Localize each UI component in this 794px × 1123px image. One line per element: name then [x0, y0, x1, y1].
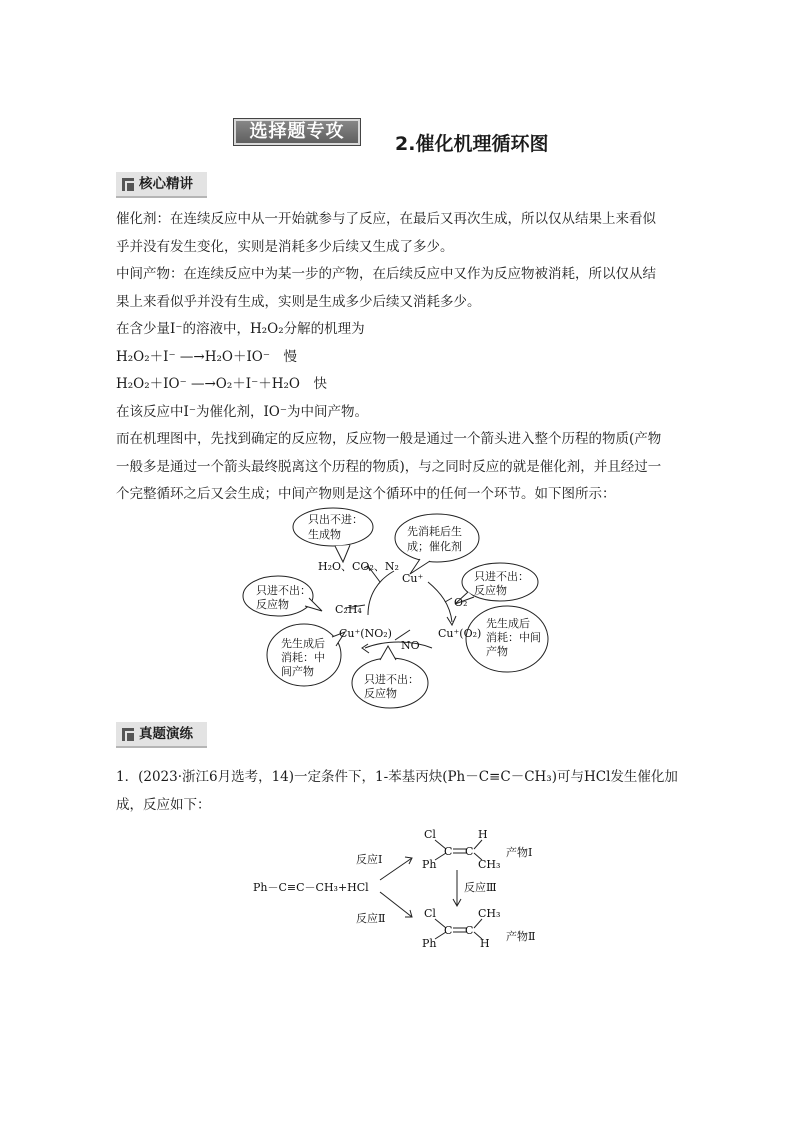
text-line: 一般多是通过一个箭头最终脱离这个历程的物质)，与之同时反应的就是催化剂，并且经过一 — [116, 458, 662, 475]
species-label: O₂ — [454, 596, 468, 609]
product-label: 产物Ⅱ — [506, 930, 536, 943]
bubble-text: 成；催化剂 — [407, 540, 462, 553]
bubble-text: 消耗：中间 — [486, 631, 541, 644]
bubble-text: 只出不进： — [308, 513, 363, 526]
atom-label: CH₃ — [478, 858, 501, 871]
text-line: 催化剂：在连续反应中从一开始就参与了反应，在最后又再次生成，所以仅从结果上来看似 — [116, 211, 656, 227]
bubble-text: 先生成后 — [486, 617, 530, 630]
bubble-text: 间产物 — [281, 665, 314, 678]
bubble-text: 只进不出： — [364, 673, 419, 686]
product-label: 产物Ⅰ — [506, 846, 533, 859]
atom-label: C — [465, 924, 474, 937]
question-text: 成，反应如下： — [116, 796, 211, 813]
text-line: 而在机理图中，先找到确定的反应物，反应物一般是通过一个箭头进入整个历程的物质(产物 — [116, 431, 662, 447]
bubble-text: 只进不出： — [256, 584, 311, 597]
text-line: 乎并没有发生变化，实则是消耗多少后续又生成了多少。 — [116, 238, 454, 255]
atom-label: Ph — [422, 937, 437, 950]
atom-label: H — [480, 937, 490, 950]
equation-fast: H₂O₂＋IO⁻ —→O₂＋I⁻＋H₂O 快 — [116, 376, 327, 392]
text-line: 果上来看似乎并没有生成，实则是生成多少后续又消耗多少。 — [116, 293, 481, 310]
section-label: 核心精讲 — [139, 176, 193, 192]
bubble-text: 只进不出： — [474, 570, 529, 583]
atom-label: Cl — [424, 828, 436, 841]
bubble-text: 产物 — [486, 645, 508, 658]
species-label: C₂H₄ — [335, 603, 362, 616]
text-line: 中间产物：在连续反应中为某一步的产物，在后续反应中又作为反应物被消耗，所以仅从结 — [116, 266, 656, 282]
atom-label: Cl — [424, 907, 436, 920]
bubble-text: 先生成后 — [281, 637, 325, 650]
reaction-arrow — [380, 858, 412, 880]
atom-label: C — [444, 845, 453, 858]
bond — [474, 919, 482, 928]
question-text: 1．(2023·浙江6月选考，14)一定条件下，1-苯基丙炔(Ph－C≡C－CH₃)可与HCl发生催化加 — [116, 769, 678, 785]
bubble-text: 反应物 — [474, 584, 507, 597]
atom-label: H — [478, 828, 488, 841]
species-label: Cu⁺(NO₂) — [339, 627, 392, 640]
text-line: 在该反应中I⁻为催化剂，IO⁻为中间产物。 — [116, 403, 368, 420]
atom-label: C — [465, 845, 474, 858]
atom-label: C — [444, 924, 453, 937]
bubble-text: 先消耗后生 — [407, 525, 462, 538]
topic-tag: 选择题专攻 — [233, 118, 361, 146]
atom-label: Ph — [422, 858, 437, 871]
species-label: H₂O、CO₂、N₂ — [318, 560, 399, 573]
bubble-text: 生成物 — [308, 528, 341, 541]
bond — [474, 840, 482, 849]
text-line: 在含少量I⁻的溶液中，H₂O₂分解的机理为 — [116, 321, 365, 337]
reactant-label: Ph－C≡C－CH₃+HCl — [253, 881, 369, 894]
bubble-text: 消耗：中 — [281, 651, 325, 664]
species-label: Cu⁺(O₂) — [438, 627, 482, 640]
species-label: NO — [401, 639, 420, 652]
reaction-label: 反应Ⅰ — [356, 853, 383, 866]
reaction-label: 反应Ⅱ — [356, 912, 386, 925]
bubble-text: 反应物 — [364, 687, 397, 700]
equation-slow: H₂O₂＋I⁻ —→H₂O＋IO⁻ 慢 — [116, 348, 298, 365]
bubble-text: 反应物 — [256, 598, 289, 611]
section-label: 真题演练 — [139, 726, 193, 742]
atom-label: CH₃ — [478, 907, 501, 920]
reaction-label: 反应Ⅲ — [464, 881, 497, 894]
text-line: 个完整循环之后又会生成；中间产物则是这个循环中的任何一个环节。如下图所示： — [116, 486, 616, 502]
species-label: Cu⁺ — [402, 572, 424, 585]
page-title: 2.催化机理循环图 — [395, 133, 549, 155]
